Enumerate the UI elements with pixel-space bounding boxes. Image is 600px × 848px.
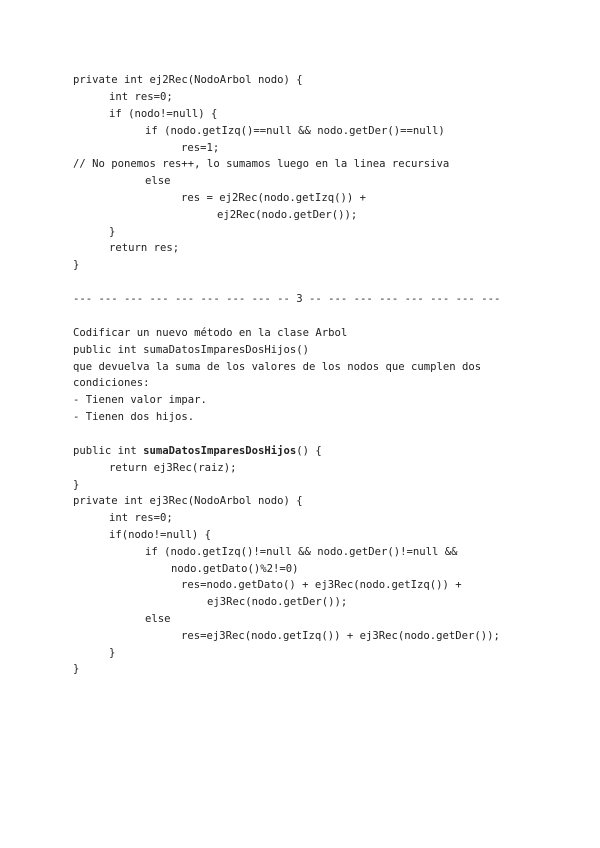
exercise-text: - Tienen dos hijos.: [73, 411, 195, 423]
method-name-bold: sumaDatosImparesDosHijos: [143, 445, 297, 457]
code-line: return res;: [109, 242, 180, 254]
code-line: res=ej3Rec(nodo.getIzq()) + ej3Rec(nodo.getDer());: [181, 630, 500, 642]
code-line: if(nodo!=null) {: [109, 529, 212, 541]
code-line: nodo.getDato()%2!=0): [171, 563, 299, 575]
code-line: if (nodo.getIzq()!=null && nodo.getDer()!=null &&: [145, 546, 458, 558]
exercise-text: - Tienen valor impar.: [73, 394, 207, 406]
code-line: }: [73, 259, 80, 271]
code-line-signature: [73, 444, 322, 458]
exercise-text: public int sumaDatosImparesDosHijos(): [73, 344, 309, 356]
code-line: else: [145, 613, 171, 625]
code-line: ej3Rec(nodo.getDer());: [207, 596, 348, 608]
code-line: }: [109, 647, 116, 659]
code-line: ej2Rec(nodo.getDer());: [217, 209, 358, 221]
code-line: }: [73, 479, 80, 491]
code-line: }: [73, 663, 80, 675]
code-line: res=nodo.getDato() + ej3Rec(nodo.getIzq()) +: [181, 579, 462, 591]
code-text: () {: [296, 445, 322, 457]
code-line: int res=0;: [109, 512, 173, 524]
section-separator: --- --- --- --- --- --- --- --- -- 3 -- --- --- --- --- --- --- ---: [73, 293, 501, 305]
code-line: res=1;: [181, 142, 220, 154]
code-comment: // No ponemos res++, lo sumamos luego en la linea recursiva: [73, 158, 450, 170]
exercise-text: Codificar un nuevo método en la clase Arbol: [73, 327, 348, 339]
code-line: }: [109, 226, 116, 238]
exercise-text: condiciones:: [73, 377, 150, 389]
code-line: res = ej2Rec(nodo.getIzq()) +: [181, 192, 366, 204]
code-line: int res=0;: [109, 91, 173, 103]
code-line: if (nodo.getIzq()==null && nodo.getDer()==null): [145, 125, 445, 137]
code-line: if (nodo!=null) {: [109, 108, 218, 120]
code-line: else: [145, 175, 171, 187]
code-line: private int ej3Rec(NodoArbol nodo) {: [73, 495, 303, 507]
code-keyword-text: public int: [73, 445, 144, 457]
code-line: return ej3Rec(raiz);: [109, 462, 237, 474]
exercise-text: que devuelva la suma de los valores de los nodos que cumplen dos: [73, 361, 482, 373]
code-line: private int ej2Rec(NodoArbol nodo) {: [73, 74, 303, 86]
